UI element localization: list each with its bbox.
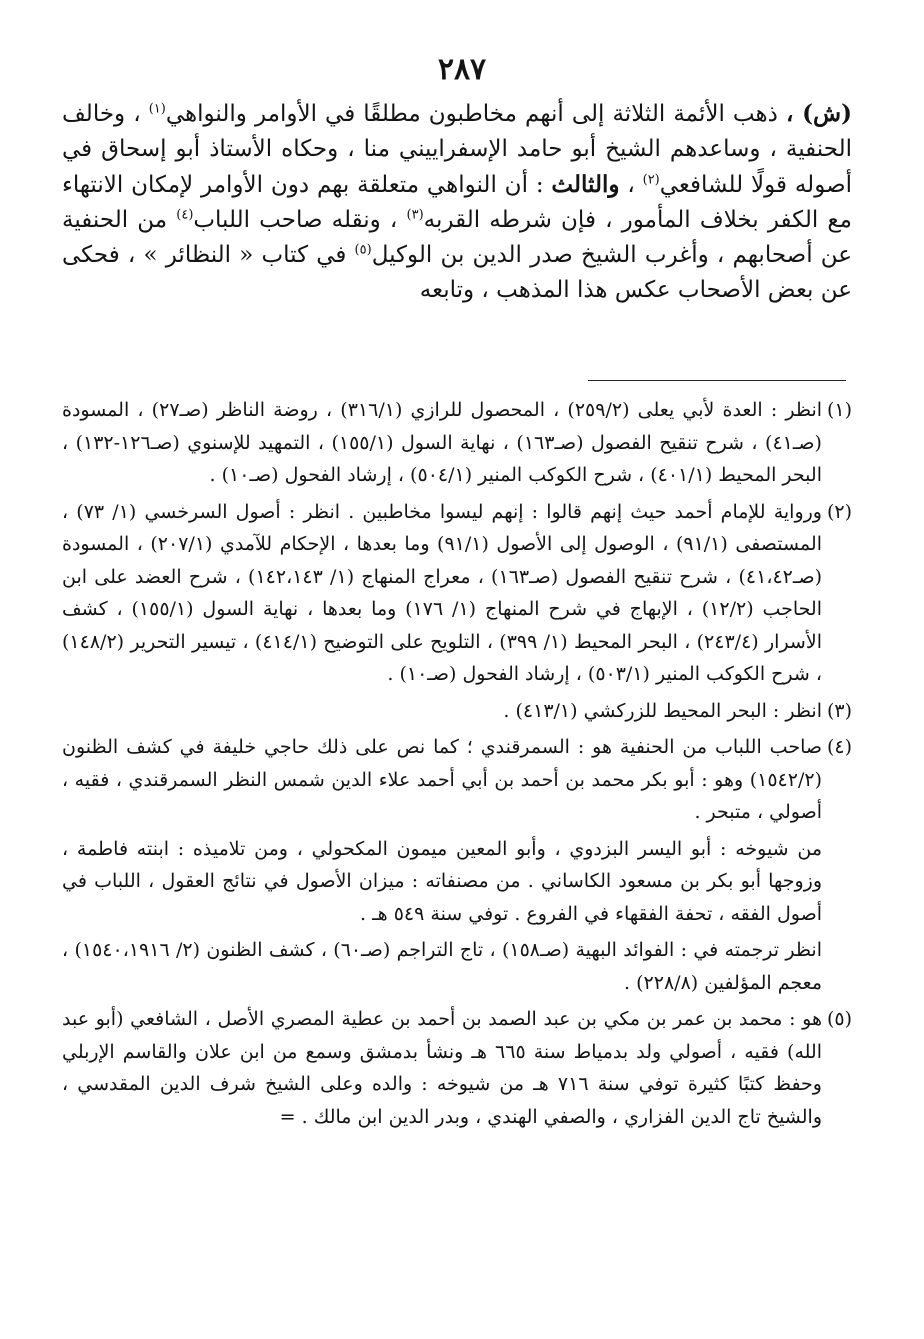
- footnote-ref-5[interactable]: (٥): [354, 242, 372, 258]
- footnote-ref-1[interactable]: (١): [148, 101, 166, 117]
- footnote-ref-2[interactable]: (٢): [642, 172, 660, 188]
- main-text-segment: ذهب الأئمة الثلاثة إلى أنهم مخاطبون مطلقًا في الأوامر والنواهي: [165, 101, 786, 127]
- footnote-text: انظر : العدة لأبي يعلى (٢٥٩/٢) ، المحصول للرازي (٣١٦/١) ، روضة الناظر (صـ٢٧) ، المسودة (صـ٤١) ، شرح تنقيح الفصول (صـ١٦٣) ، نهاية السول (١٥٥/١) ، التمهيد للإسنوي (صـ١٢٦-١٣٢) ، البحر المحيط (٤٠١/١) ، شرح الكوكب المنير (٥٠٤/١) ، إرشاد الفحول (صـ١٠) .: [62, 399, 823, 486]
- footnote-4: [62, 731, 852, 829]
- main-text-segment: في كتاب « النظائر » ، فحكى عن بعض الأصحاب عكس هذا المذهب ، وتابعه: [62, 242, 852, 303]
- footnote-number: (٣): [826, 699, 852, 722]
- main-text-segment: من الحنفية عن أصحابهم ، وأغرب الشيخ صدر الدين بن الوكيل: [62, 207, 852, 268]
- footnote-3: [62, 695, 852, 728]
- footnote-number: (٤): [826, 736, 852, 758]
- footnotes: [62, 394, 852, 1137]
- footnote-2: [62, 496, 852, 691]
- main-text-segment: ، وخالف الحنفية ، وساعدهم الشيخ أبو حامد الإسفراييني منا ، وحكاه الأستاذ أبو إسحاق في أصوله قولًا للشافعي: [62, 101, 852, 198]
- main-text-segment: ،: [619, 172, 643, 198]
- footnote-1: [62, 394, 852, 492]
- footnote-separator: [588, 380, 846, 381]
- footnote-number: (٢): [826, 500, 852, 523]
- page-number: ٢٨٧: [437, 52, 487, 87]
- footnote-4-sources: انظر ترجمته في : الفوائد البهية (صـ١٥٨) ، تاج التراجم (صـ٦٠) ، كشف الظنون (٢/ ١٥٤٠،١٩١٦) ، معجم المؤلفين (٢٢٨/٨) .: [62, 939, 822, 994]
- footnote-ref-4[interactable]: (٤): [176, 207, 194, 223]
- third-opinion-label: والثالث: [551, 171, 620, 198]
- main-text: [62, 96, 852, 308]
- main-text-segment: ، ونقله صاحب اللباب: [193, 207, 407, 233]
- sharh-marker: (ش) ،: [785, 100, 852, 127]
- footnote-number: (١): [826, 399, 852, 421]
- footnote-text: ورواية للإمام أحمد حيث إنهم قالوا : إنهم ليسوا مخاطبين . انظر : أصول السرخسي (١/ ٧٣) ، المستصفى (٩١/١) ، الوصول إلى الأصول (٩١/١) وما بعدها ، الإحكام للآمدي (٢٠٧/١) ، المسودة (صـ٤١،٤٢) ، شرح تنقيح الفصول (صـ١٦٣) ، معراج المنهاج (١/ ١٤٢،١٤٣) ، شرح العضد على ابن الحاجب (١٢/٢) ، الإبهاج في شرح المنهاج (١/ ١٧٦) وما بعدها ، نهاية السول (١٥٥/١) ، كشف الأسرار (٢٤٣/٤) ، البحر المحيط (١/ ٣٩٩) ، التلويح على التوضيح (٤١٤/١) ، تيسير التحرير (١٤٨/٢) ، شرح الكوكب المنير (٥٠٣/١) ، إرشاد الفحول (صـ١٠) .: [62, 500, 822, 685]
- footnote-number: (٥): [826, 1008, 852, 1030]
- footnote-text: انظر : البحر المحيط للزركشي (٤١٣/١) .: [503, 699, 822, 722]
- main-text-segment: : أن النواهي متعلقة بهم دون الأوامر لإمكان الانتهاء مع الكفر بخلاف المأمور ، فإن شرطه القربه: [62, 172, 852, 233]
- footnote-4-continuation: من شيوخه : أبو اليسر البزدوي ، وأبو المعين ميمون المكحولي ، ومن تلاميذه : ابنته فاطمة ، وزوجها أبو بكر بن مسعود الكاساني . من مصنفاته : ميزان الأصول في نتائج العقول ، اللباب في أصول الفقه ، تحفة الفقهاء في الفروع . توفي سنة ٥٤٩ هـ .: [62, 837, 822, 925]
- main-paragraph: [62, 96, 852, 308]
- footnote-ref-3[interactable]: (٣): [406, 207, 424, 223]
- footnote-text: صاحب اللباب من الحنفية هو : السمرقندي ؛ كما نص على ذلك حاجي خليفة في كشف الظنون (١٥٤٢/٢) وهو : أبو بكر محمد بن أحمد بن أبي أحمد علاء الدين شمس النظر السمرقندي ، فقيه ، أصولي ، متبحر .: [62, 736, 822, 823]
- footnote-5: [62, 1003, 852, 1133]
- footnote-text: هو : محمد بن عمر بن مكي بن عبد الصمد بن أحمد بن عطية المصري الأصل ، الشافعي (أبو عبد الله) فقيه ، أصولي ولد بدمياط سنة ٦٦٥ هـ ونشأ بدمشق وسمع من ابن علان والقاسم الإربلي وحفظ كتبًا كثيرة توفي سنة ٧١٦ هـ من شيوخه : والده وعلى الشيخ شرف الدين المقدسي ، والشيخ تاج الدين الفزاري ، والصفي الهندي ، وبدر الدين ابن مالك . =: [62, 1008, 822, 1128]
